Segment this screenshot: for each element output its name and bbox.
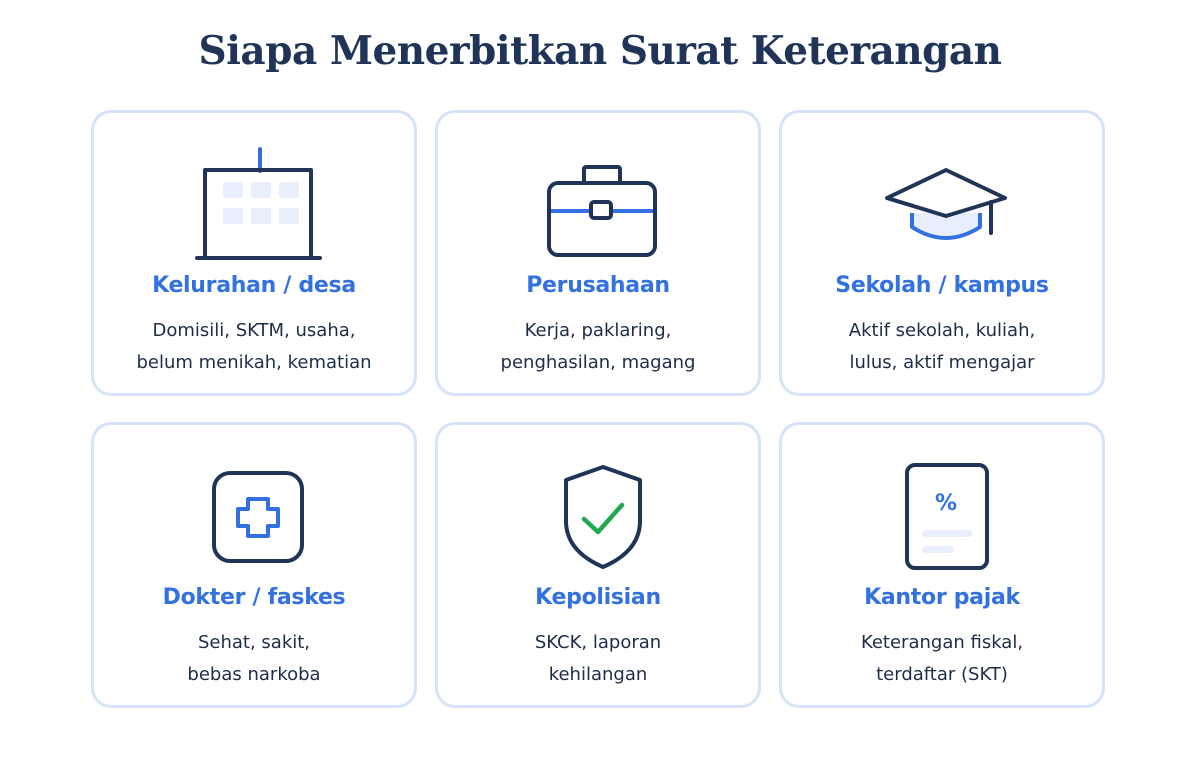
card-description bbox=[94, 627, 414, 691]
card-kepolisian bbox=[435, 422, 761, 708]
description-line: SKCK, laporan bbox=[534, 632, 662, 653]
card-perusahaan bbox=[435, 110, 761, 396]
tax-document-icon bbox=[782, 425, 1102, 585]
card-kelurahan bbox=[91, 110, 417, 396]
card-description bbox=[782, 627, 1102, 691]
description-line: Keterangan fiskal, bbox=[860, 632, 1024, 653]
briefcase-icon bbox=[438, 113, 758, 273]
card-label: Dokter / faskes bbox=[162, 585, 346, 610]
description-line: Sehat, sakit, bbox=[197, 632, 311, 653]
card-kantor-pajak bbox=[779, 422, 1105, 708]
card-dokter bbox=[91, 422, 417, 708]
description-line: terdaftar (SKT) bbox=[876, 664, 1008, 685]
description-line: Domisili, SKTM, usaha, bbox=[152, 320, 356, 341]
card-label: Kantor pajak bbox=[864, 585, 1020, 610]
medical-cross-icon bbox=[94, 425, 414, 585]
building-icon bbox=[94, 113, 414, 273]
description-line: Kerja, paklaring, bbox=[524, 320, 672, 341]
card-label: Kelurahan / desa bbox=[152, 273, 356, 298]
description-line: penghasilan, magang bbox=[500, 352, 696, 373]
card-description bbox=[438, 315, 758, 379]
shield-check-icon bbox=[438, 425, 758, 585]
card-sekolah bbox=[779, 110, 1105, 396]
card-label: Kepolisian bbox=[535, 585, 661, 610]
card-description bbox=[94, 315, 414, 379]
description-line: Aktif sekolah, kuliah, bbox=[848, 320, 1036, 341]
percent-symbol: % bbox=[934, 491, 958, 516]
description-line: belum menikah, kematian bbox=[136, 352, 372, 373]
graduation-cap-icon bbox=[782, 113, 1102, 273]
card-description bbox=[438, 627, 758, 691]
description-line: kehilangan bbox=[548, 664, 648, 685]
card-label: Sekolah / kampus bbox=[835, 273, 1049, 298]
page-title: Siapa Menerbitkan Surat Keterangan bbox=[198, 28, 1002, 74]
description-line: bebas narkoba bbox=[187, 664, 321, 685]
card-description bbox=[782, 315, 1102, 379]
description-line: lulus, aktif mengajar bbox=[849, 352, 1035, 373]
card-label: Perusahaan bbox=[526, 273, 670, 298]
